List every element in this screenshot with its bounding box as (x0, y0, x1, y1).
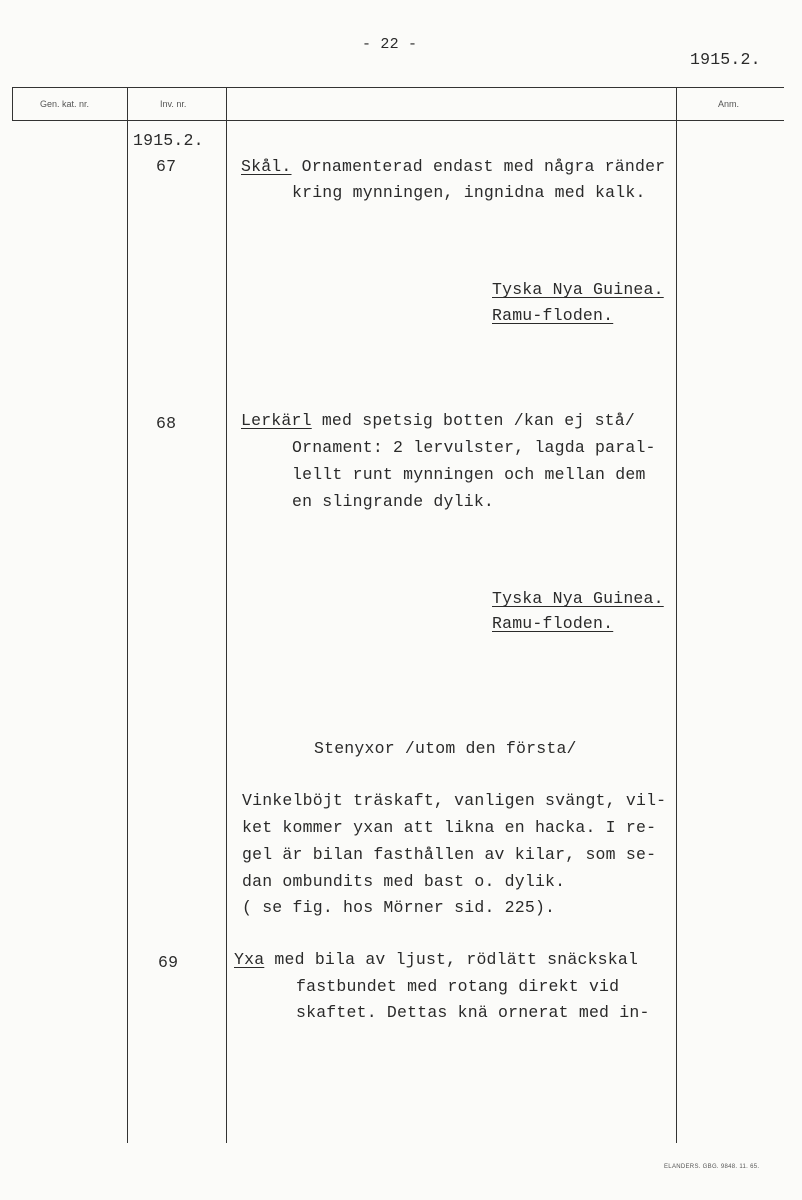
section-line: dan ombundits med bast o. dylik. (242, 872, 566, 891)
entry-title: Skål. (241, 157, 292, 176)
entry-line: fastbundet med rotang direkt vid (296, 977, 620, 996)
entry-text: med bila av ljust, rödlätt snäckskal (264, 950, 639, 969)
entry-line: Ornament: 2 lervulster, lagda paral- (292, 438, 656, 457)
column-header-anm: Anm. (718, 99, 740, 109)
entry-title: Lerkärl (241, 411, 312, 430)
inv-number: 67 (156, 157, 177, 176)
printer-mark: ELANDERS. GBG. 9848. 11. 65. (664, 1164, 760, 1170)
section-heading: Stenyxor /utom den första/ (314, 739, 577, 758)
inv-number: 69 (158, 953, 179, 972)
entry-first-line (234, 950, 638, 969)
section-line: ket kommer yxan att likna en hacka. I re- (242, 818, 657, 837)
entry-line: skaftet. Dettas knä ornerat med in- (296, 1003, 650, 1022)
entry-text: Ornamenterad endast med några ränder (291, 157, 666, 176)
entry-text: med spetsig botten /kan ej stå/ (311, 411, 635, 430)
column-header-inv: Inv. nr. (160, 99, 187, 109)
column-header-gen-kat: Gen. kat. nr. (40, 99, 90, 109)
page-number: - 22 - (362, 36, 418, 53)
section-line: ( se fig. hos Mörner sid. 225). (242, 898, 556, 917)
entry-first-line (241, 157, 665, 176)
year-code: 1915.2. (690, 50, 761, 69)
section-line: Vinkelböjt träskaft, vanligen svängt, vil- (242, 791, 667, 810)
entry-line: lellt runt mynningen och mellan dem (292, 465, 646, 484)
place-region: Tyska Nya Guinea. (492, 280, 664, 299)
section-line: gel är bilan fasthållen av kilar, som se- (242, 845, 657, 864)
entry-line: en slingrande dylik. (292, 492, 495, 511)
entry-line: kring mynningen, ingnidna med kalk. (292, 183, 646, 202)
column-divider-1 (127, 87, 128, 1143)
inv-number: 68 (156, 414, 177, 433)
column-divider-3 (676, 87, 677, 1143)
series-header: 1915.2. (133, 131, 204, 150)
place-river: Ramu-floden. (492, 306, 614, 325)
left-border (12, 87, 13, 120)
place-region: Tyska Nya Guinea. (492, 589, 664, 608)
entry-title: Yxa (234, 950, 265, 969)
entry-first-line (241, 411, 635, 430)
column-divider-2 (226, 87, 227, 1143)
place-river: Ramu-floden. (492, 614, 614, 633)
